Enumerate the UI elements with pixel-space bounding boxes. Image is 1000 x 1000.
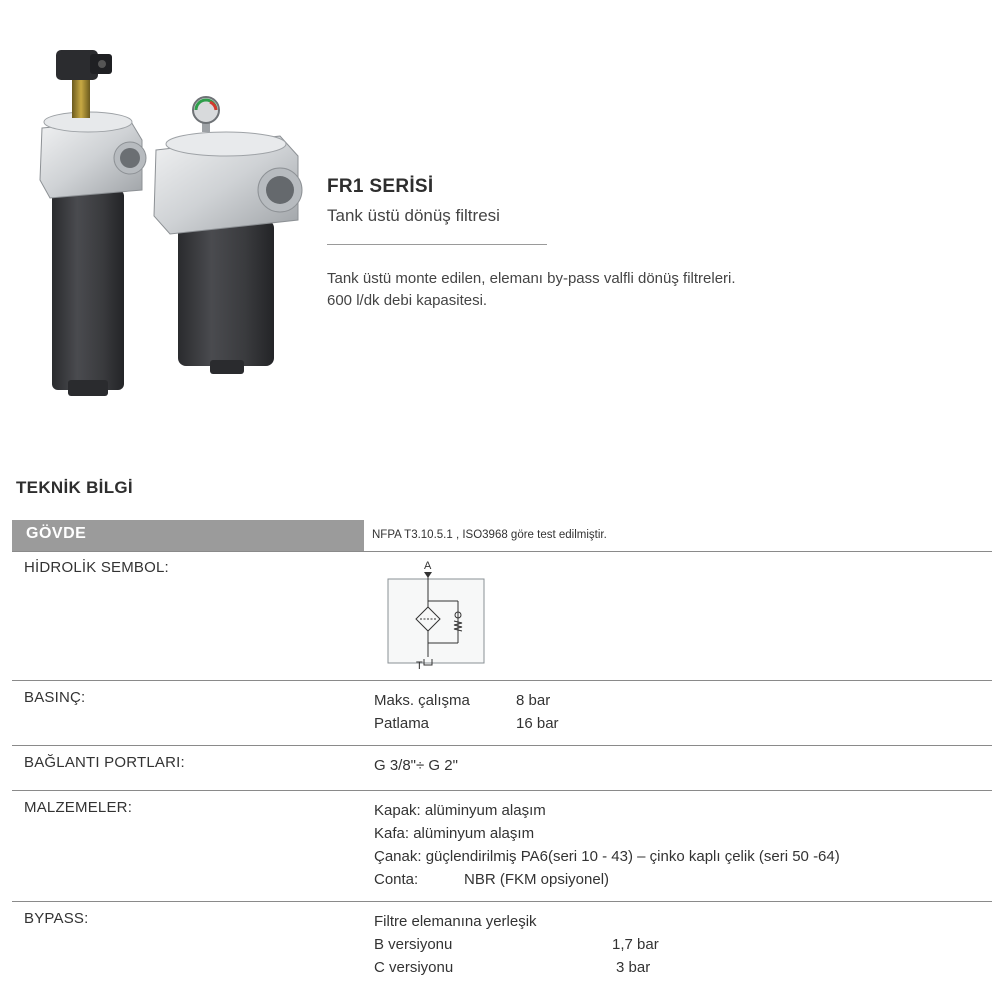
hydraulic-filter-symbol xyxy=(382,557,492,675)
series-subtitle: Tank üstü dönüş filtresi xyxy=(327,206,500,225)
product-description xyxy=(327,268,887,312)
materials-values xyxy=(374,799,840,891)
pressure-value: 16 bar xyxy=(516,715,559,732)
seal-name: Conta: xyxy=(374,871,419,888)
bypass-row xyxy=(374,933,659,956)
pressure-values xyxy=(374,689,559,735)
materials-label: MALZEMELER: xyxy=(24,799,133,816)
body-test-note: NFPA T3.10.5.1 , ISO3968 göre test edilmiştir. xyxy=(372,529,607,541)
spec-row-hydraulic-symbol xyxy=(12,551,992,681)
material-line: Çanak: güçlendirilmiş PA6(seri 10 - 43) – çinko kaplı çelik (seri 50 -64) xyxy=(374,848,840,865)
filter-product-image xyxy=(30,40,320,410)
seal-value: NBR (FKM opsiyonel) xyxy=(464,871,610,888)
bypass-intro: Filtre elemanına yerleşik xyxy=(374,913,537,930)
spec-table xyxy=(12,520,992,997)
pressure-name: Patlama xyxy=(374,715,430,732)
description-line: Tank üstü monte edilen, elemanı by-pass valfli dönüş filtreleri. xyxy=(327,270,736,287)
pressure-row xyxy=(374,689,559,712)
material-line xyxy=(374,868,840,891)
tall-filter xyxy=(40,50,146,396)
spec-row-materials xyxy=(12,791,992,902)
pressure-label: BASINÇ: xyxy=(24,689,86,706)
bypass-values xyxy=(374,910,659,979)
material-line: Kapak: alüminyum alaşım xyxy=(374,802,546,819)
description-line: 600 l/dk debi kapasitesi. xyxy=(327,292,488,309)
technical-info-title: TEKNİK BİLGİ xyxy=(16,478,133,497)
pressure-name: Maks. çalışma xyxy=(374,692,470,709)
bypass-row xyxy=(374,956,659,979)
ports-label: BAĞLANTI PORTLARI: xyxy=(24,754,185,771)
header-divider xyxy=(327,244,547,245)
spec-row-pressure xyxy=(12,681,992,746)
bypass-value: 3 bar xyxy=(616,959,651,976)
series-title: FR1 SERİSİ xyxy=(327,176,434,197)
port-t-label: T xyxy=(416,660,423,672)
ports-value: G 3/8"÷ G 2" xyxy=(374,757,458,774)
short-filter xyxy=(154,97,302,374)
header-bar xyxy=(12,520,364,551)
bypass-name: C versiyonu xyxy=(374,959,454,976)
pressure-value: 8 bar xyxy=(516,692,551,709)
spec-row-bypass xyxy=(12,902,992,997)
material-line: Kafa: alüminyum alaşım xyxy=(374,825,535,842)
bypass-value: 1,7 bar xyxy=(612,936,659,953)
port-a-label: A xyxy=(424,560,432,572)
bypass-label: BYPASS: xyxy=(24,910,89,927)
spec-row-body xyxy=(12,520,992,551)
body-label: GÖVDE xyxy=(26,525,87,542)
hydraulic-symbol-label: HİDROLİK SEMBOL: xyxy=(24,559,169,576)
spec-row-ports xyxy=(12,746,992,791)
bypass-name: B versiyonu xyxy=(374,936,453,953)
pressure-row xyxy=(374,712,559,735)
